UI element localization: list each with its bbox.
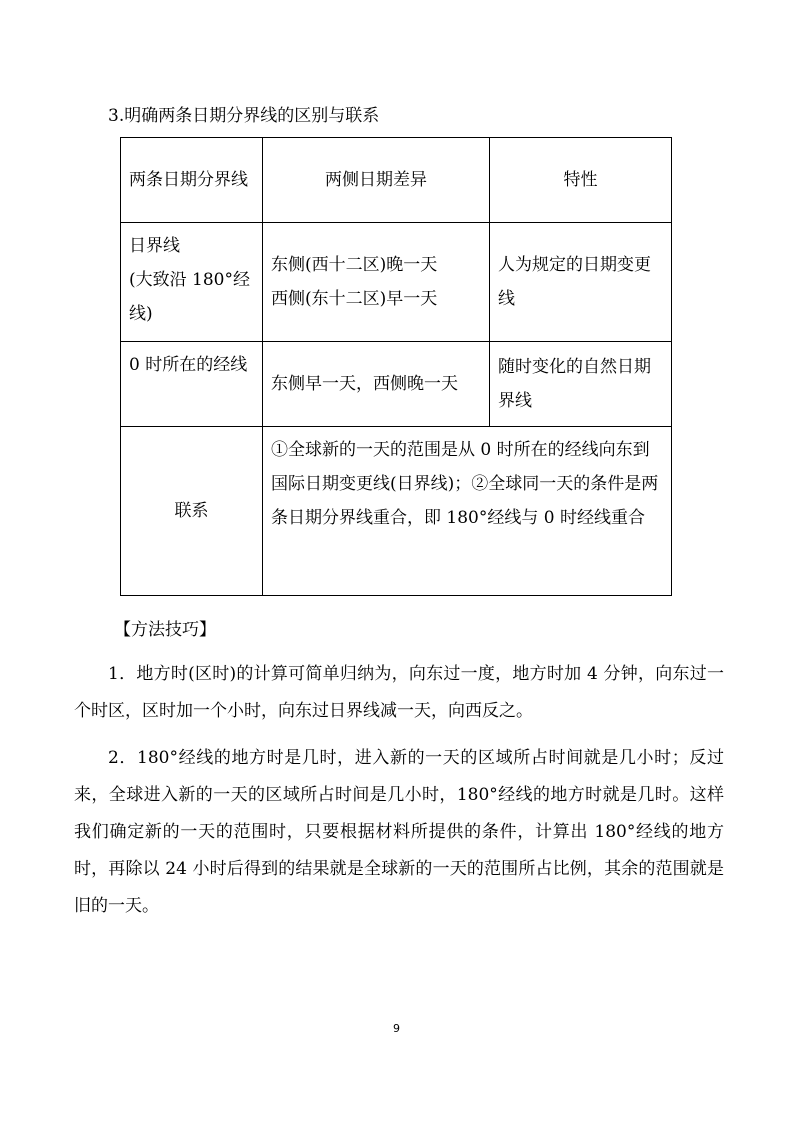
table-header-row [121,138,672,223]
section-heading: 3.明确两条日期分界线的区别与联系 [108,106,380,126]
table-row [121,223,672,342]
row-label-cell [121,223,263,342]
tip-paragraph: 2．180°经线的地方时是几时，进入新的一天的区域所占时间就是几小时；反过来，全球进入新的一天的区域所占时间是几小时，180°经线的地方时就是几时。这样我们确定新的一天的范围时，只要根据材料所提供的条件，计算出 180°经线的地方时，再除以 24 小时后得到的结果就是全球新的一天的范围所占比例，其余的范围就是旧的一天。 [74,748,724,916]
relation-label-cell: 联系 [121,427,263,596]
tip-paragraph: 1．地方时(区时)的计算可简单归纳为，向东过一度，地方时加 4 分钟，向东过一个时区，区时加一个小时，向东过日界线减一天，向西反之。 [74,664,724,721]
table-row [121,427,672,596]
diff-line: 东侧(西十二区)晚一天 [271,255,438,275]
trait-cell: 人为规定的日期变更线 [490,223,672,342]
method-tips-title: 【方法技巧】 [114,620,216,640]
row-label: 日界线 [129,236,180,256]
relation-text-cell: ①全球新的一天的范围是从 0 时所在的经线向东到国际日期变更线(日界线)；②全球同一天的条件是两条日期分界线重合，即 180°经线与 0 时经线重合 [263,427,672,596]
header-cell: 两侧日期差异 [263,138,490,223]
trait-cell: 随时变化的自然日期界线 [490,342,672,427]
row-label-cell: 0 时所在的经线 [121,342,263,427]
table-row [121,342,672,427]
diff-line: 东侧早一天，西侧晚一天 [271,374,458,394]
diff-line: 西侧(东十二区)早一天 [271,289,438,309]
row-label-note: (大致沿 180°经线) [129,270,250,324]
header-cell: 特性 [490,138,672,223]
diff-cell [263,342,490,427]
header-cell: 两条日期分界线 [121,138,263,223]
diff-cell [263,223,490,342]
date-line-comparison-table [120,137,672,596]
page-number: 9 [393,1022,400,1035]
